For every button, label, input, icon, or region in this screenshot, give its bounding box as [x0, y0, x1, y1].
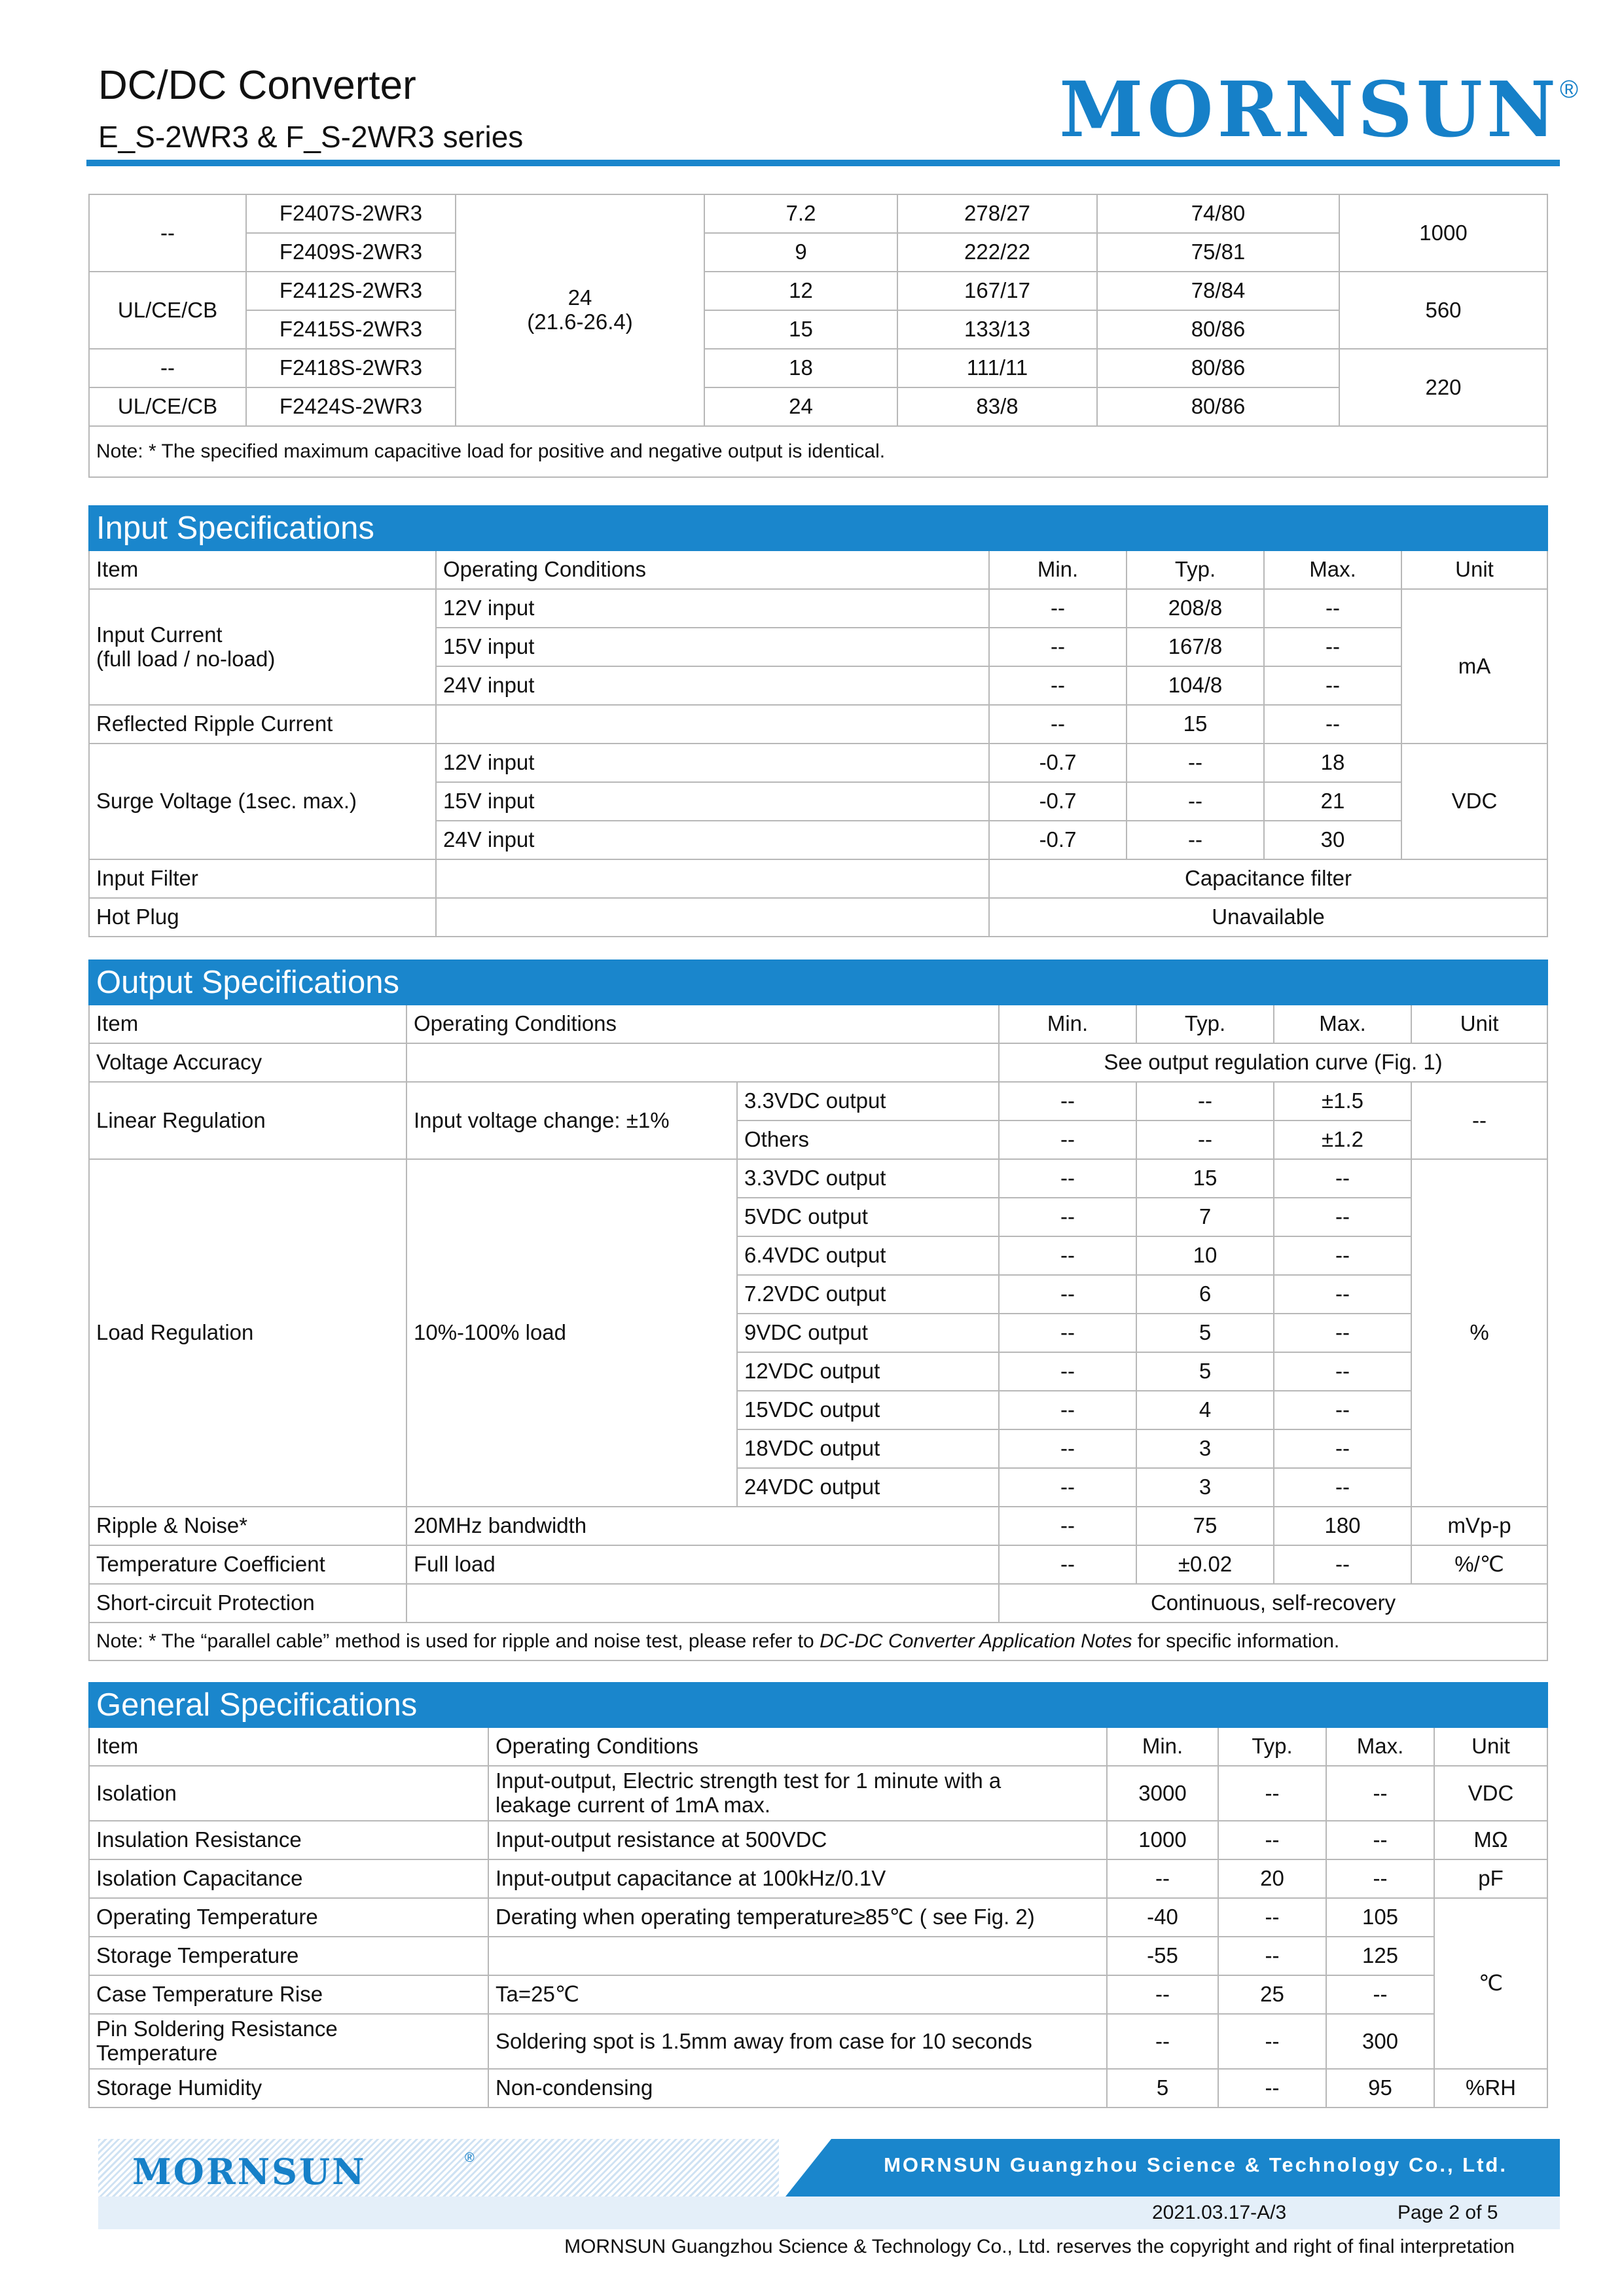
- min-cell: --: [999, 1314, 1136, 1352]
- input-nominal: 24: [568, 285, 592, 310]
- condition-cell: 12V input: [436, 744, 989, 782]
- model-cell: F2412S-2WR3: [246, 272, 456, 310]
- note-text: Note: * The “parallel cable” method is used for ripple and noise test, please refer to: [96, 1630, 820, 1653]
- label-line: Input Current: [96, 622, 223, 647]
- note-reference: DC-DC Converter Application Notes: [820, 1630, 1132, 1653]
- table-row: [89, 1821, 1547, 1859]
- table-note: [89, 1623, 1547, 1660]
- condition-cell: [436, 898, 989, 937]
- col-header-item: Item: [89, 1727, 488, 1766]
- header-row: [89, 1727, 1547, 1766]
- typ-cell: --: [1136, 1121, 1274, 1159]
- table-row: [89, 1937, 1547, 1975]
- max-cell: --: [1326, 1975, 1434, 2014]
- linear-regulation-label: Linear Regulation: [89, 1082, 406, 1159]
- col-header-unit: Unit: [1401, 550, 1547, 589]
- iout-cell: 83/8: [897, 387, 1097, 426]
- document-title: DC/DC Converter: [98, 63, 416, 108]
- item-line: Pin Soldering Resistance: [96, 2017, 338, 2041]
- col-header-conditions: Operating Conditions: [406, 1005, 999, 1043]
- typ-cell: --: [1218, 2014, 1326, 2069]
- table-note: Note: * The specified maximum capacitive load for positive and negative output is identical.: [89, 426, 1547, 477]
- condition-cell: Derating when operating temperature≥85℃ ( see Fig. 2): [488, 1898, 1107, 1937]
- min-cell: --: [999, 1429, 1136, 1468]
- model-cell: F2424S-2WR3: [246, 387, 456, 426]
- sub-condition-cell: 24VDC output: [737, 1468, 999, 1507]
- typ-cell: 6: [1136, 1275, 1274, 1314]
- output-specifications-table: [88, 960, 1548, 1661]
- efficiency-cell: 80/86: [1097, 349, 1339, 387]
- cert-cell: UL/CE/CB: [89, 387, 246, 426]
- table-row: [89, 2014, 1547, 2069]
- page-number: Page 2 of 5: [1398, 2202, 1498, 2223]
- vout-cell: 7.2: [704, 194, 897, 233]
- cert-cell: --: [89, 194, 246, 272]
- min-cell: 3000: [1107, 1766, 1218, 1821]
- min-cell: --: [999, 1121, 1136, 1159]
- max-cell: --: [1274, 1429, 1411, 1468]
- vout-cell: 18: [704, 349, 897, 387]
- header-row: [89, 550, 1547, 589]
- item-cell: Insulation Resistance: [89, 1821, 488, 1859]
- registered-mark: ®: [465, 2151, 475, 2165]
- unit-cell: --: [1411, 1082, 1547, 1159]
- sub-condition-cell: 3.3VDC output: [737, 1082, 999, 1121]
- col-header-conditions: Operating Conditions: [436, 550, 989, 589]
- item-cell: Input Filter: [89, 859, 436, 898]
- table-row: [89, 744, 1547, 782]
- table-note-row: [89, 426, 1547, 477]
- unit-cell: pF: [1434, 1859, 1547, 1898]
- typ-cell: --: [1127, 821, 1264, 859]
- typ-cell: --: [1218, 1821, 1326, 1859]
- value-cell: Capacitance filter: [989, 859, 1547, 898]
- document-subtitle: E_S-2WR3 & F_S-2WR3 series: [98, 120, 524, 154]
- min-cell: 5: [1107, 2069, 1218, 2108]
- item-cell: Ripple & Noise*: [89, 1507, 406, 1545]
- typ-cell: ±0.02: [1136, 1545, 1274, 1584]
- item-cell: Temperature Coefficient: [89, 1545, 406, 1584]
- unit-cell: VDC: [1401, 744, 1547, 859]
- footer-logo: MORNSUN: [132, 2151, 367, 2193]
- vout-cell: 15: [704, 310, 897, 349]
- col-header-max: Max.: [1264, 550, 1401, 589]
- unit-cell: VDC: [1434, 1766, 1547, 1821]
- max-cell: --: [1264, 589, 1401, 628]
- max-cell: --: [1264, 666, 1401, 705]
- condition-line: leakage current of 1mA max.: [496, 1793, 771, 1817]
- condition-cell: Ta=25℃: [488, 1975, 1107, 2014]
- min-cell: --: [999, 1159, 1136, 1198]
- table-row: [89, 194, 1547, 233]
- cert-cell: UL/CE/CB: [89, 272, 246, 349]
- cap-load-cell: 220: [1339, 349, 1547, 426]
- iout-cell: 278/27: [897, 194, 1097, 233]
- table-row: [89, 1507, 1547, 1545]
- mornsun-logo: MORNSUN: [1059, 65, 1560, 154]
- item-line: Temperature: [96, 2041, 218, 2065]
- min-cell: --: [999, 1545, 1136, 1584]
- header-row: [89, 1005, 1547, 1043]
- item-cell: Storage Humidity: [89, 2069, 488, 2108]
- condition-cell: Full load: [406, 1545, 999, 1584]
- max-cell: --: [1326, 1766, 1434, 1821]
- surge-voltage-label: Surge Voltage (1sec. max.): [89, 744, 436, 859]
- table-row: [89, 1159, 1547, 1198]
- table-row: [89, 1859, 1547, 1898]
- min-cell: --: [999, 1391, 1136, 1429]
- max-cell: --: [1264, 628, 1401, 666]
- typ-cell: --: [1218, 1937, 1326, 1975]
- copyright-notice: MORNSUN Guangzhou Science & Technology Co., Ltd. reserves the copyright and right of final interpretation: [564, 2236, 1515, 2257]
- unit-cell: %: [1411, 1159, 1547, 1507]
- condition-cell: 20MHz bandwidth: [406, 1507, 999, 1545]
- input-specifications-table: [88, 505, 1548, 937]
- typ-cell: 10: [1136, 1236, 1274, 1275]
- typ-cell: --: [1127, 782, 1264, 821]
- header-divider: [86, 160, 1560, 166]
- table-row: [89, 272, 1547, 310]
- col-header-typ: Typ.: [1136, 1005, 1274, 1043]
- item-cell: Operating Temperature: [89, 1898, 488, 1937]
- col-header-typ: Typ.: [1218, 1727, 1326, 1766]
- selection-table: [88, 194, 1548, 478]
- unit-cell: %/℃: [1411, 1545, 1547, 1584]
- section-title: Output Specifications: [89, 960, 1547, 1005]
- col-header-conditions: Operating Conditions: [488, 1727, 1107, 1766]
- section-title: General Specifications: [89, 1683, 1547, 1727]
- min-cell: --: [1107, 1975, 1218, 2014]
- cert-cell: --: [89, 349, 246, 387]
- footer-band: [98, 2139, 1560, 2197]
- sub-condition-cell: 9VDC output: [737, 1314, 999, 1352]
- table-row: [89, 349, 1547, 387]
- efficiency-cell: 75/81: [1097, 233, 1339, 272]
- typ-cell: 3: [1136, 1468, 1274, 1507]
- typ-cell: --: [1136, 1082, 1274, 1121]
- table-row: [89, 233, 1547, 272]
- max-cell: 21: [1264, 782, 1401, 821]
- typ-cell: --: [1218, 1766, 1326, 1821]
- max-cell: --: [1326, 1821, 1434, 1859]
- table-row: [89, 705, 1547, 744]
- item-cell: Hot Plug: [89, 898, 436, 937]
- input-voltage-cell: [456, 194, 704, 426]
- sub-condition-cell: 15VDC output: [737, 1391, 999, 1429]
- table-row: [89, 898, 1547, 937]
- typ-cell: 15: [1127, 705, 1264, 744]
- iout-cell: 167/17: [897, 272, 1097, 310]
- min-cell: --: [999, 1352, 1136, 1391]
- model-cell: F2407S-2WR3: [246, 194, 456, 233]
- col-header-min: Min.: [999, 1005, 1136, 1043]
- input-current-label: [89, 589, 436, 705]
- condition-cell: [436, 705, 989, 744]
- vout-cell: 9: [704, 233, 897, 272]
- typ-cell: 5: [1136, 1352, 1274, 1391]
- efficiency-cell: 80/86: [1097, 310, 1339, 349]
- general-specifications-table: [88, 1682, 1548, 2108]
- max-cell: --: [1274, 1236, 1411, 1275]
- min-cell: -0.7: [989, 744, 1127, 782]
- registered-mark: ®: [1560, 76, 1578, 103]
- table-row: [89, 1766, 1547, 1821]
- col-header-item: Item: [89, 550, 436, 589]
- min-cell: --: [989, 705, 1127, 744]
- condition-cell: 12V input: [436, 589, 989, 628]
- condition-cell: Input voltage change: ±1%: [406, 1082, 737, 1159]
- col-header-max: Max.: [1326, 1727, 1434, 1766]
- sub-condition-cell: 3.3VDC output: [737, 1159, 999, 1198]
- sub-condition-cell: 7.2VDC output: [737, 1275, 999, 1314]
- unit-cell: %RH: [1434, 2069, 1547, 2108]
- condition-cell: 24V input: [436, 666, 989, 705]
- min-cell: 1000: [1107, 1821, 1218, 1859]
- sub-condition-cell: 6.4VDC output: [737, 1236, 999, 1275]
- footer-company-name: MORNSUN Guangzhou Science & Technology Co., Ltd.: [884, 2153, 1507, 2176]
- cap-load-cell: 1000: [1339, 194, 1547, 272]
- typ-cell: 3: [1136, 1429, 1274, 1468]
- value-cell: See output regulation curve (Fig. 1): [999, 1043, 1547, 1082]
- typ-cell: --: [1218, 2069, 1326, 2108]
- typ-cell: 20: [1218, 1859, 1326, 1898]
- table-row: [89, 1584, 1547, 1623]
- table-row: [89, 387, 1547, 426]
- max-cell: --: [1326, 1859, 1434, 1898]
- section-title: Input Specifications: [89, 506, 1547, 550]
- max-cell: 105: [1326, 1898, 1434, 1937]
- typ-cell: 104/8: [1127, 666, 1264, 705]
- min-cell: -0.7: [989, 821, 1127, 859]
- item-cell: [89, 2014, 488, 2069]
- vout-cell: 24: [704, 387, 897, 426]
- item-cell: Voltage Accuracy: [89, 1043, 406, 1082]
- col-header-item: Item: [89, 1005, 406, 1043]
- typ-cell: 167/8: [1127, 628, 1264, 666]
- condition-cell: 24V input: [436, 821, 989, 859]
- footer-info-bar: [98, 2197, 1560, 2229]
- typ-cell: --: [1127, 744, 1264, 782]
- sub-condition-cell: 12VDC output: [737, 1352, 999, 1391]
- typ-cell: 15: [1136, 1159, 1274, 1198]
- max-cell: --: [1274, 1391, 1411, 1429]
- max-cell: 300: [1326, 2014, 1434, 2069]
- cap-load-cell: 560: [1339, 272, 1547, 349]
- col-header-max: Max.: [1274, 1005, 1411, 1043]
- item-cell: Isolation: [89, 1766, 488, 1821]
- col-header-unit: Unit: [1411, 1005, 1547, 1043]
- unit-cell: ℃: [1434, 1898, 1547, 2069]
- table-row: [89, 2069, 1547, 2108]
- condition-cell: Non-condensing: [488, 2069, 1107, 2108]
- vout-cell: 12: [704, 272, 897, 310]
- typ-cell: 208/8: [1127, 589, 1264, 628]
- max-cell: --: [1274, 1275, 1411, 1314]
- condition-cell: Soldering spot is 1.5mm away from case for 10 seconds: [488, 2014, 1107, 2069]
- max-cell: --: [1274, 1468, 1411, 1507]
- sub-condition-cell: Others: [737, 1121, 999, 1159]
- condition-cell: [406, 1584, 999, 1623]
- unit-cell: mA: [1401, 589, 1547, 744]
- efficiency-cell: 80/86: [1097, 387, 1339, 426]
- condition-cell: [488, 1766, 1107, 1821]
- condition-line: Input-output, Electric strength test for 1 minute with a: [496, 1768, 1001, 1793]
- max-cell: --: [1274, 1159, 1411, 1198]
- note-text: for specific information.: [1132, 1630, 1340, 1653]
- condition-cell: Input-output resistance at 500VDC: [488, 1821, 1107, 1859]
- item-cell: Short-circuit Protection: [89, 1584, 406, 1623]
- min-cell: -40: [1107, 1898, 1218, 1937]
- min-cell: --: [999, 1468, 1136, 1507]
- min-cell: --: [999, 1082, 1136, 1121]
- min-cell: --: [1107, 2014, 1218, 2069]
- max-cell: --: [1264, 705, 1401, 744]
- min-cell: --: [989, 628, 1127, 666]
- condition-cell: 15V input: [436, 628, 989, 666]
- item-cell: Case Temperature Rise: [89, 1975, 488, 2014]
- label-line: (full load / no-load): [96, 646, 276, 671]
- table-note-row: [89, 1623, 1547, 1660]
- condition-cell: Input-output capacitance at 100kHz/0.1V: [488, 1859, 1107, 1898]
- typ-cell: --: [1218, 1898, 1326, 1937]
- iout-cell: 111/11: [897, 349, 1097, 387]
- iout-cell: 133/13: [897, 310, 1097, 349]
- model-cell: F2409S-2WR3: [246, 233, 456, 272]
- typ-cell: 5: [1136, 1314, 1274, 1352]
- min-cell: -55: [1107, 1937, 1218, 1975]
- max-cell: 125: [1326, 1937, 1434, 1975]
- table-row: [89, 310, 1547, 349]
- value-cell: Unavailable: [989, 898, 1547, 937]
- unit-cell: MΩ: [1434, 1821, 1547, 1859]
- table-row: [89, 589, 1547, 628]
- item-cell: Storage Temperature: [89, 1937, 488, 1975]
- min-cell: --: [999, 1198, 1136, 1236]
- condition-cell: 15V input: [436, 782, 989, 821]
- min-cell: --: [989, 589, 1127, 628]
- item-cell: Reflected Ripple Current: [89, 705, 436, 744]
- sub-condition-cell: 18VDC output: [737, 1429, 999, 1468]
- max-cell: --: [1274, 1545, 1411, 1584]
- max-cell: --: [1274, 1198, 1411, 1236]
- typ-cell: 25: [1218, 1975, 1326, 2014]
- condition-cell: 10%-100% load: [406, 1159, 737, 1507]
- model-cell: F2418S-2WR3: [246, 349, 456, 387]
- load-regulation-label: Load Regulation: [89, 1159, 406, 1507]
- col-header-typ: Typ.: [1127, 550, 1264, 589]
- condition-cell: [488, 1937, 1107, 1975]
- min-cell: --: [1107, 1859, 1218, 1898]
- sub-condition-cell: 5VDC output: [737, 1198, 999, 1236]
- max-cell: ±1.5: [1274, 1082, 1411, 1121]
- typ-cell: 75: [1136, 1507, 1274, 1545]
- max-cell: 180: [1274, 1507, 1411, 1545]
- value-cell: Continuous, self-recovery: [999, 1584, 1547, 1623]
- max-cell: 95: [1326, 2069, 1434, 2108]
- col-header-unit: Unit: [1434, 1727, 1547, 1766]
- typ-cell: 4: [1136, 1391, 1274, 1429]
- table-row: [89, 1545, 1547, 1584]
- min-cell: --: [989, 666, 1127, 705]
- table-row: [89, 1975, 1547, 2014]
- efficiency-cell: 78/84: [1097, 272, 1339, 310]
- min-cell: --: [999, 1275, 1136, 1314]
- document-revision-date: 2021.03.17-A/3: [1152, 2202, 1287, 2223]
- condition-cell: [436, 859, 989, 898]
- min-cell: -0.7: [989, 782, 1127, 821]
- table-row: [89, 859, 1547, 898]
- max-cell: 18: [1264, 744, 1401, 782]
- max-cell: 30: [1264, 821, 1401, 859]
- efficiency-cell: 74/80: [1097, 194, 1339, 233]
- col-header-min: Min.: [1107, 1727, 1218, 1766]
- typ-cell: 7: [1136, 1198, 1274, 1236]
- col-header-min: Min.: [989, 550, 1127, 589]
- input-range: (21.6-26.4): [527, 310, 633, 334]
- iout-cell: 222/22: [897, 233, 1097, 272]
- item-cell: Isolation Capacitance: [89, 1859, 488, 1898]
- model-cell: F2415S-2WR3: [246, 310, 456, 349]
- condition-cell: [406, 1043, 999, 1082]
- min-cell: --: [999, 1236, 1136, 1275]
- table-row: [89, 1043, 1547, 1082]
- max-cell: ±1.2: [1274, 1121, 1411, 1159]
- table-row: [89, 1082, 1547, 1121]
- min-cell: --: [999, 1507, 1136, 1545]
- unit-cell: mVp-p: [1411, 1507, 1547, 1545]
- max-cell: --: [1274, 1352, 1411, 1391]
- table-row: [89, 1898, 1547, 1937]
- max-cell: --: [1274, 1314, 1411, 1352]
